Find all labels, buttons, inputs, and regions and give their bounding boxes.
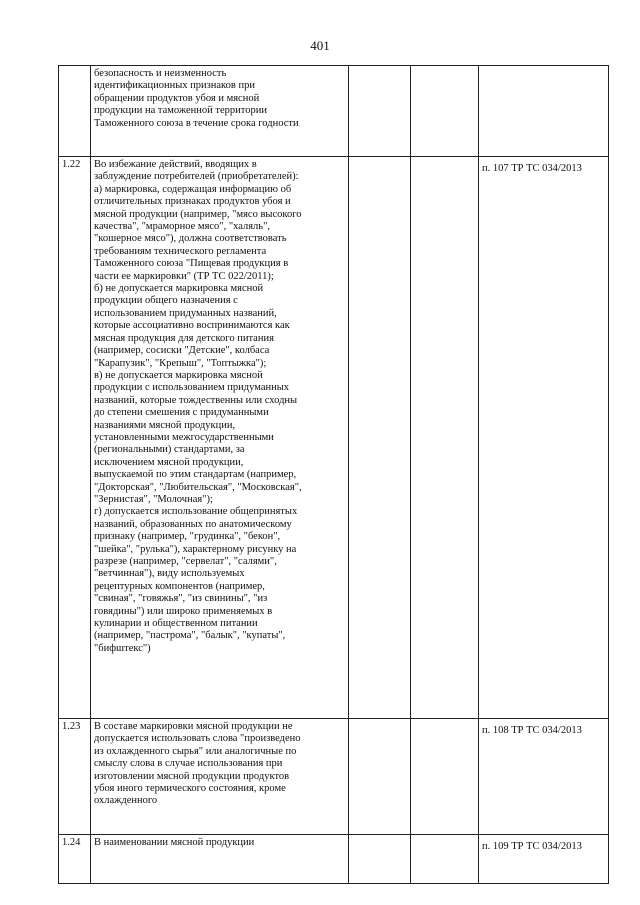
reference-cell: п. 107 ТР ТС 034/2013 — [479, 157, 609, 719]
row-number — [59, 66, 91, 157]
requirement-text: В составе маркировки мясной продукции не допускается использовать слова "произведено из охлажденного сырья" или аналогичные по смыслу слова в случае использования при изготовлении мясной продукции продуктов убоя иного термического состояния, кроме охлажденного — [91, 719, 349, 835]
empty-cell — [349, 66, 411, 157]
row-number: 1.23 — [59, 719, 91, 835]
row-number: 1.22 — [59, 157, 91, 719]
row-number: 1.24 — [59, 835, 91, 884]
table-row — [59, 719, 609, 835]
empty-cell — [411, 835, 479, 884]
reference-cell — [479, 66, 609, 157]
requirement-text: В наименовании мясной продукции — [91, 835, 349, 884]
requirement-text: безопасность и неизменность идентификационных признаков при обращении продуктов убоя и мясной продукции на таможенной территории Таможенного союза в течение срока годности — [91, 66, 349, 157]
empty-cell — [349, 719, 411, 835]
empty-cell — [349, 835, 411, 884]
empty-cell — [411, 719, 479, 835]
table-row — [59, 66, 609, 157]
table-row — [59, 157, 609, 719]
requirements-table — [58, 65, 609, 884]
empty-cell — [349, 157, 411, 719]
empty-cell — [411, 66, 479, 157]
table-row — [59, 835, 609, 884]
reference-cell: п. 109 ТР ТС 034/2013 — [479, 835, 609, 884]
reference-cell: п. 108 ТР ТС 034/2013 — [479, 719, 609, 835]
requirement-text: Во избежание действий, вводящих в заблуждение потребителей (приобретателей): а) маркировка, содержащая информацию об отличительных признаках продуктов убоя и мясной продукции (например, "мясо высокого качества", "мраморное мясо", "халяль", "кошерное мясо"), должна соответствовать требованиям технического регламента Таможенного союза "Пищевая продукция в части ее маркировки" (ТР ТС 022/2011); б) не допускается маркировка мясной продукции общего назначения с использованием придуманных названий, которые ассоциативно воспринимаются как мясная продукция для детского питания (например, сосиски "Детские", колбаса "Карапузик", "Крепыш", "Топтыжка"); в) не допускается маркировка мясной продукции с использованием придуманных названий, которые тождественны или сходны до степени смешения с придуманными названиями мясной продукции, установленными межгосударственными (региональными) стандартами, за исключением мясной продукции, выпускаемой по этим стандартам (например, "Докторская", "Любительская", "Московская", "Зернистая", "Молочная"); г) допускается использование общепринятых названий, образованных по анатомическому признаку (например, "грудинка", "бекон", "шейка", "рулька"), характерному рисунку на разрезе (например, "сервелат", "салями", "ветчинная"), виду используемых рецептурных компонентов (например, "свиная", "говяжья", "из свинины", "из говядины") или широко применяемых в кулинарии и общественном питании (например, "пастрома", "балык", "купаты", "бифштекс") — [91, 157, 349, 719]
page-number: 401 — [310, 38, 330, 53]
empty-cell — [411, 157, 479, 719]
